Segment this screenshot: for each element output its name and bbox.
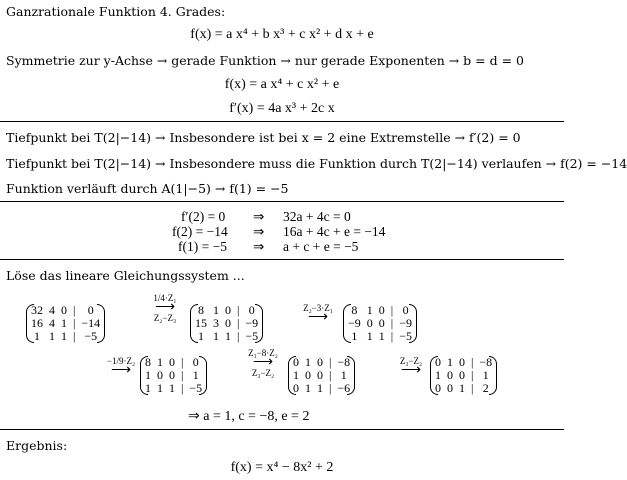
matrix-cell: −5	[84, 329, 98, 343]
matrix-cell: 0	[435, 355, 441, 369]
matrix-cell: 8	[198, 303, 204, 317]
matrix-5	[290, 356, 353, 395]
symmetry-statement: Symmetrie zur y-Achse → gerade Funktion → nur gerade Exponenten → b = d = 0	[6, 53, 524, 68]
augment-separator: |	[329, 381, 332, 395]
matrix-cell: 0	[169, 355, 175, 369]
equation-row	[150, 209, 450, 224]
divider-line	[0, 429, 564, 430]
divider-line	[0, 201, 564, 202]
matrix-cell: 1	[213, 303, 219, 317]
augment-separator: |	[390, 316, 394, 330]
augment-separator: |	[181, 355, 184, 369]
matrix-cell: 1	[213, 329, 219, 343]
augment-separator: |	[73, 316, 76, 330]
matrix-cell: 1	[305, 355, 311, 369]
matrix-cell: −9	[245, 316, 259, 330]
augment-separator: |	[329, 355, 332, 369]
divider-line	[0, 121, 564, 122]
augment-separator: |	[73, 303, 76, 317]
equation-rhs: a + c + e = −5	[283, 239, 359, 254]
matrix-cell: 1	[61, 316, 67, 330]
condition-2: Tiefpunkt bei T(2|−14) → Insbesondere muss die Funktion durch T(2|−14) verlaufen → f(2) = −14	[6, 156, 627, 171]
matrix-cell: 0	[435, 381, 441, 395]
matrix-4	[142, 356, 205, 395]
right-bracket	[199, 356, 207, 395]
matrix-cell: 1	[61, 329, 67, 343]
matrix-cell: 0	[192, 355, 199, 369]
right-bracket	[255, 304, 263, 343]
matrix-cell: −9	[399, 316, 412, 330]
matrix-cell: 1	[340, 368, 347, 382]
matrix-cell: 0	[366, 316, 373, 330]
condition-1: Tiefpunkt bei T(2|−14) → Insbesondere ist bei x = 2 eine Extremstelle → f′(2) = 0	[6, 130, 521, 145]
matrix-cell: 0	[157, 368, 163, 382]
matrix-cell: 1	[225, 329, 231, 343]
matrix-cell: −14	[81, 316, 101, 330]
matrix-cell: 0	[459, 368, 465, 382]
matrix-cell: 0	[305, 368, 311, 382]
matrix-cell: 1	[293, 368, 299, 382]
result-equation: f(x) = x⁴ − 8x² + 2	[230, 460, 334, 475]
augment-separator: |	[329, 368, 332, 382]
equation-rhs: 32a + 4c = 0	[283, 209, 351, 224]
equation-rhs: 16a + 4c + e = −14	[283, 224, 386, 239]
matrix-cell: −5	[189, 381, 203, 395]
matrix-cell: 1	[169, 381, 175, 395]
matrix-cell: 0	[293, 381, 299, 395]
matrix-cell: 1	[34, 329, 40, 343]
augment-separator: |	[237, 303, 240, 317]
matrix-cell: 4	[49, 303, 55, 317]
matrix-cell: 1	[366, 329, 373, 343]
matrix-cell: −9	[348, 316, 361, 330]
section-title: Ganzrationale Funktion 4. Grades:	[6, 4, 226, 19]
matrix-6	[432, 356, 495, 395]
divider-line	[0, 259, 564, 260]
matrix-cell: 1	[447, 355, 453, 369]
left-bracket	[430, 356, 438, 395]
left-bracket	[288, 356, 296, 395]
derivative-equation: f′(x) = 4a x³ + 2c x	[229, 101, 335, 116]
matrix-cell: 0	[317, 368, 323, 382]
matrix-cell: 0	[61, 303, 67, 317]
matrix-3	[345, 304, 415, 343]
matrix-cell: 32	[31, 303, 43, 317]
matrix-cell: −8	[479, 355, 493, 369]
matrix-cell: −8	[337, 355, 351, 369]
matrix-cell: 1	[157, 381, 163, 395]
matrix-cell: 0	[402, 303, 409, 317]
matrix-cell: −5	[245, 329, 259, 343]
right-bracket	[409, 304, 417, 343]
matrix-cell: −5	[399, 329, 412, 343]
augment-separator: |	[237, 316, 240, 330]
augment-separator: |	[237, 329, 240, 343]
matrix-cell: 1	[192, 368, 199, 382]
augment-separator: |	[390, 329, 394, 343]
matrix-cell: 0	[225, 303, 231, 317]
left-bracket	[190, 304, 198, 343]
matrix-cell: 2	[482, 381, 489, 395]
matrix-1	[28, 304, 103, 343]
reduced-form-equation: f(x) = a x⁴ + c x² + e	[224, 77, 340, 92]
matrix-cell: 0	[87, 303, 94, 317]
implies-arrow: ⇒	[253, 209, 265, 224]
matrix-cell: 1	[198, 329, 204, 343]
equation-row	[150, 224, 450, 239]
row-operation-4: Z₁−8·Z₂ ⟶ Z₃−Z₂	[248, 348, 278, 378]
matrix-cell: 0	[447, 368, 453, 382]
matrix-cell: 0	[248, 303, 255, 317]
matrix-cell: 1	[145, 368, 151, 382]
matrix-cell: 0	[169, 368, 175, 382]
augment-separator: |	[73, 329, 76, 343]
matrix-cell: 0	[447, 381, 453, 395]
equation-system	[150, 209, 450, 254]
matrix-cell: 1	[459, 381, 465, 395]
augment-separator: |	[471, 368, 474, 382]
left-bracket	[140, 356, 148, 395]
result-label: Ergebnis:	[6, 438, 68, 453]
left-bracket	[343, 304, 351, 343]
augment-separator: |	[390, 303, 394, 317]
matrix-cell: 1	[351, 329, 358, 343]
general-form-equation: f(x) = a x⁴ + b x³ + c x² + d x + e	[190, 27, 374, 42]
left-bracket	[26, 304, 34, 343]
implies-arrow: ⇒	[253, 239, 265, 254]
augment-separator: |	[181, 368, 184, 382]
matrix-cell: 8	[145, 355, 151, 369]
matrix-cell: 4	[49, 316, 55, 330]
solve-instruction: Löse das lineare Gleichungssystem ...	[6, 268, 245, 283]
matrix-cell: 0	[378, 316, 385, 330]
equation-lhs: f(2) = −14	[172, 224, 228, 239]
matrix-cell: 1	[378, 329, 385, 343]
matrix-cell: 15	[195, 316, 207, 330]
matrix-cell: 1	[435, 368, 441, 382]
matrix-cell: 1	[366, 303, 373, 317]
matrix-cell: 3	[213, 316, 219, 330]
matrix-cell: 1	[145, 381, 151, 395]
row-operation-5: Z₃−Z₂ ⟶	[399, 356, 423, 378]
matrix-cell: 1	[49, 329, 55, 343]
matrix-cell: 1	[482, 368, 489, 382]
matrix-cell: 0	[459, 355, 465, 369]
row-operation-2: Z₂−3·Z₁ ⟶	[303, 303, 333, 325]
matrix-cell: 1	[317, 381, 323, 395]
solution-values: ⇒ a = 1, c = −8, e = 2	[188, 409, 310, 424]
implies-arrow: ⇒	[253, 224, 265, 239]
row-operation-3: −1/9·Z₂ ⟶	[106, 356, 136, 378]
condition-3: Funktion verläuft durch A(1|−5) → f(1) = −5	[6, 181, 289, 196]
matrix-cell: 0	[378, 303, 385, 317]
matrix-cell: 8	[351, 303, 358, 317]
equation-lhs: f(1) = −5	[178, 239, 227, 254]
right-bracket	[347, 356, 355, 395]
matrix-cell: 0	[225, 316, 231, 330]
augment-separator: |	[181, 381, 184, 395]
matrix-cell: 0	[293, 355, 299, 369]
matrix-cell: 16	[31, 316, 43, 330]
matrix-cell: −6	[337, 381, 351, 395]
matrix-cell: 1	[305, 381, 311, 395]
matrix-cell: 0	[317, 355, 323, 369]
augment-separator: |	[471, 355, 474, 369]
right-bracket	[489, 356, 497, 395]
augment-separator: |	[471, 381, 474, 395]
equation-row	[150, 239, 450, 254]
matrix-cell: 1	[157, 355, 163, 369]
equation-lhs: f′(2) = 0	[181, 209, 226, 224]
row-operation-1: 1/4·Z₁ ⟶ Z₂−Z₃	[153, 293, 177, 323]
right-bracket	[97, 304, 105, 343]
matrix-2	[192, 304, 261, 343]
